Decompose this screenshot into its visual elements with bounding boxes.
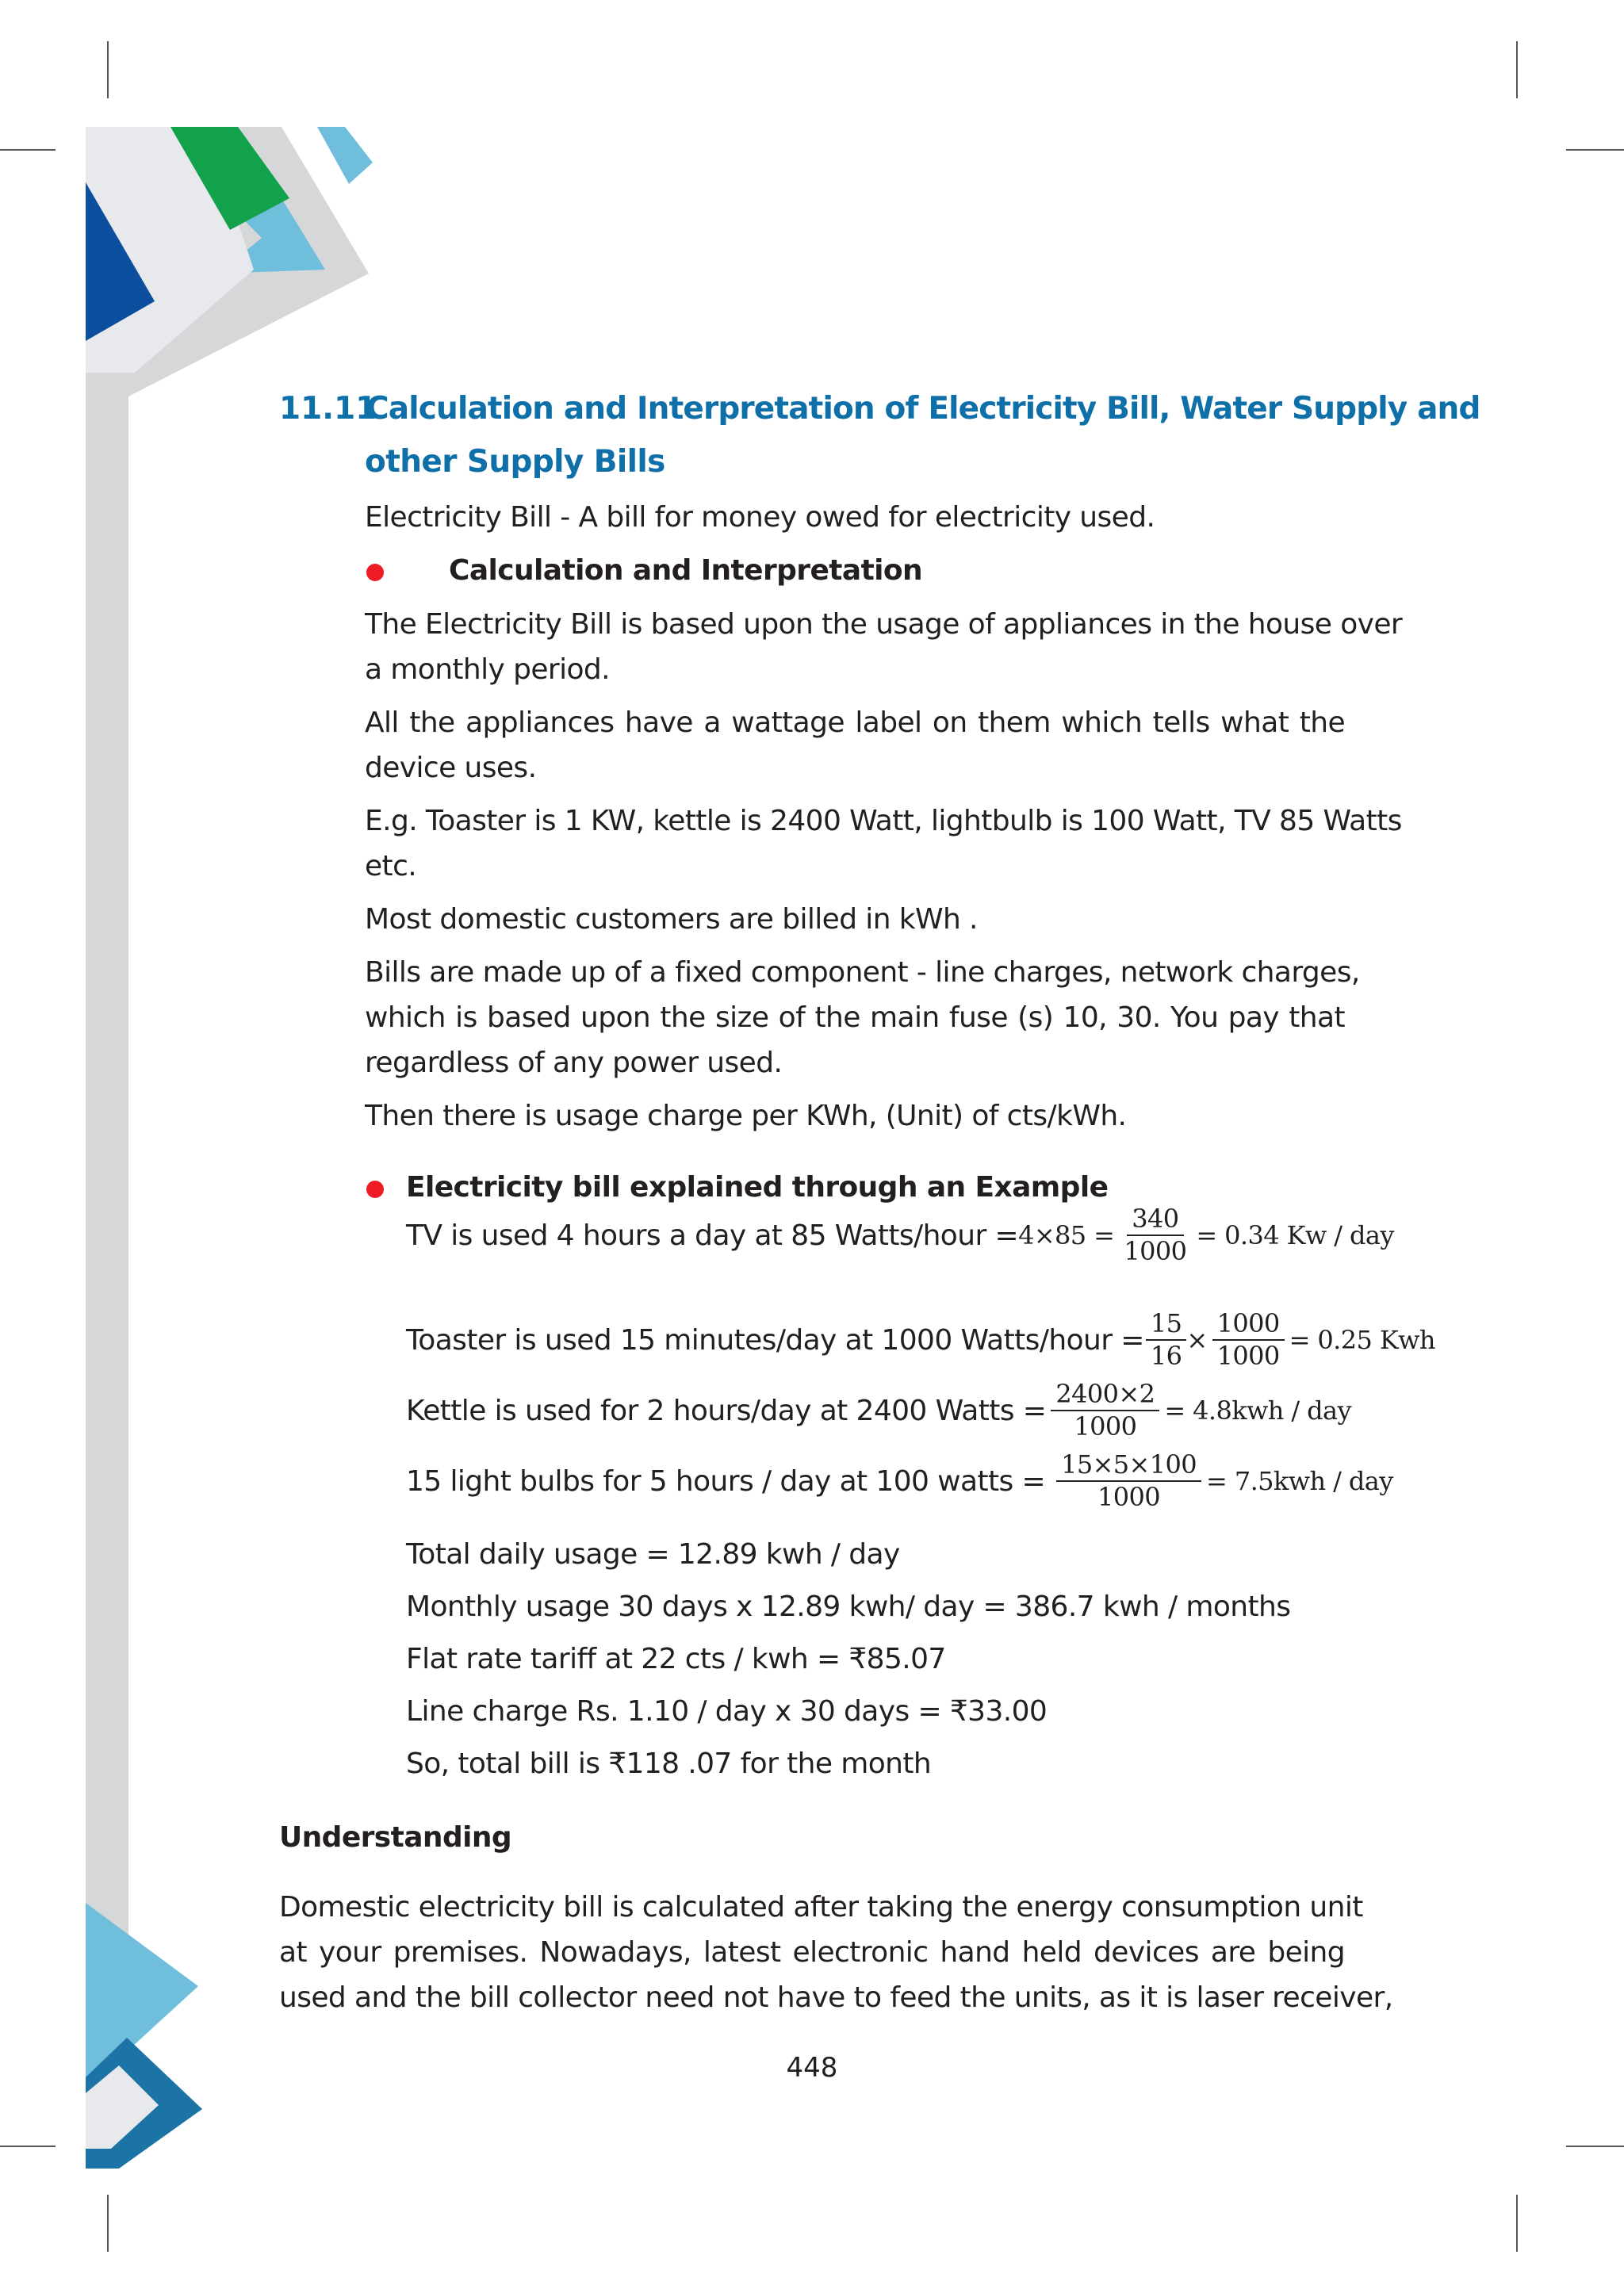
tv-result: = 0.34 Kw / day [1196, 1220, 1394, 1251]
paragraph-line: etc. [365, 850, 417, 882]
paragraph-line: E.g. Toaster is 1 KW, kettle is 2400 Watt, lightbulb is 100 Watt, TV 85 Watts [365, 805, 1402, 837]
paragraph-line: Then there is usage charge per KWh, (Unit) of cts/kWh. [365, 1100, 1127, 1132]
kettle-result: = 4.8kwh / day [1164, 1395, 1351, 1426]
toaster-numerator-2: 1000 [1212, 1310, 1285, 1341]
section-title-line2: other Supply Bills [365, 444, 665, 480]
paragraph-line: Most domestic customers are billed in kWh . [365, 903, 978, 936]
paragraph-line: The Electricity Bill is based upon the usage of appliances in the house over [365, 608, 1403, 641]
paragraph-line: device uses. [365, 752, 537, 784]
understanding-line: used and the bill collector need not have to feed the units, as it is laser receiver, [279, 1981, 1393, 2014]
monthly-usage: Monthly usage 30 days x 12.89 kwh/ day = 386.7 kwh / months [406, 1591, 1291, 1623]
kettle-fraction [1051, 1380, 1159, 1441]
understanding-line: Domestic electricity bill is calculated after taking the energy consumption unit [279, 1891, 1363, 1924]
toaster-calculation [406, 1310, 1435, 1370]
bulbs-result: = 7.5kwh / day [1206, 1466, 1393, 1497]
kettle-numerator: 2400×2 [1051, 1380, 1159, 1411]
bulbs-numerator: 15×5×100 [1056, 1451, 1201, 1482]
paragraph-line: All the appliances have a wattage label on them which tells what the [365, 706, 1345, 739]
toaster-denominator-2: 1000 [1216, 1341, 1280, 1372]
tv-numerator: 340 [1127, 1205, 1183, 1236]
bullet-icon [366, 1181, 384, 1198]
toaster-numerator-1: 15 [1146, 1310, 1187, 1341]
bulbs-denominator: 1000 [1097, 1482, 1161, 1513]
intro-text: Electricity Bill - A bill for money owed for electricity used. [365, 501, 1155, 534]
paragraph-line: Bills are made up of a fixed component - line charges, network charges, [365, 956, 1360, 989]
page-number: 448 [786, 2052, 838, 2084]
kettle-denominator: 1000 [1074, 1411, 1137, 1442]
line-charge: Line charge Rs. 1.10 / day x 30 days = ₹33.00 [406, 1695, 1048, 1728]
section-number: 11.11 [279, 391, 377, 427]
bullet-icon [366, 564, 384, 581]
paragraph-line: which is based upon the size of the main fuse (s) 10, 30. You pay that [365, 1001, 1345, 1034]
subsection-title: Calculation and Interpretation [449, 554, 923, 587]
toaster-text: Toaster is used 15 minutes/day at 1000 Watts/hour = [406, 1323, 1144, 1357]
section-title-line1: Calculation and Interpretation of Electricity Bill, Water Supply and [366, 391, 1480, 427]
toaster-result: = 0.25 Kwh [1289, 1325, 1435, 1356]
toaster-fraction-1 [1146, 1310, 1187, 1370]
bulbs-fraction [1056, 1451, 1201, 1511]
kettle-calculation [406, 1380, 1351, 1441]
paragraph-line: regardless of any power used. [365, 1047, 783, 1079]
kettle-text: Kettle is used for 2 hours/day at 2400 Watts = [406, 1394, 1047, 1427]
understanding-title: Understanding [279, 1821, 512, 1854]
subsection-title: Electricity bill explained through an Example [406, 1171, 1109, 1204]
tv-denominator: 1000 [1124, 1236, 1187, 1267]
toaster-denominator-1: 16 [1150, 1341, 1182, 1372]
bulbs-text: 15 light bulbs for 5 hours / day at 100 watts = [406, 1464, 1046, 1498]
toaster-operator: × [1186, 1325, 1208, 1356]
flat-rate-tariff: Flat rate tariff at 22 cts / kwh = ₹85.07 [406, 1643, 946, 1675]
tv-fraction [1119, 1205, 1191, 1265]
total-bill: So, total bill is ₹118 .07 for the month [406, 1748, 932, 1780]
tv-pre: 4×85 = [1018, 1220, 1115, 1251]
understanding-line: at your premises. Nowadays, latest electronic hand held devices are being [279, 1936, 1345, 1969]
tv-text: TV is used 4 hours a day at 85 Watts/hour = [406, 1219, 1019, 1252]
bulbs-calculation [406, 1451, 1393, 1511]
tv-calculation [406, 1205, 1394, 1265]
toaster-fraction-2 [1212, 1310, 1285, 1370]
paragraph-line: a monthly period. [365, 653, 611, 686]
total-daily-usage: Total daily usage = 12.89 kwh / day [406, 1538, 900, 1571]
